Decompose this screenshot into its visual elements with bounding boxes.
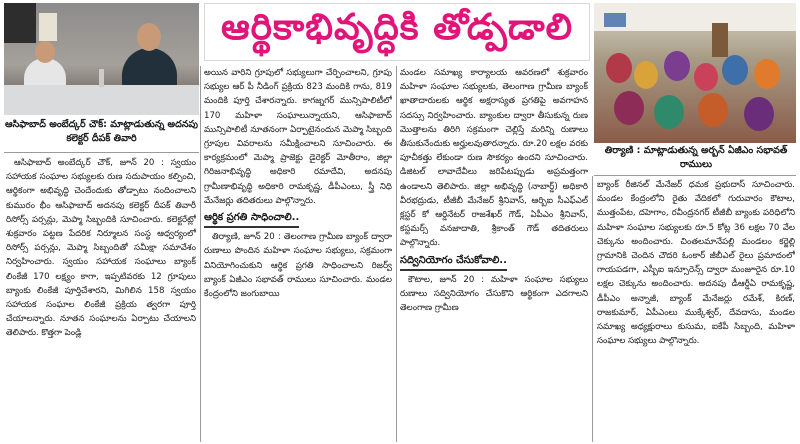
article-column-4 [597, 178, 795, 442]
photo-women-group-meeting [594, 3, 796, 143]
photo-caption-right: తిర్యాణి : మాట్లాడుతున్న అర్బన్ ఏజీఎం సభావత్ రాములు [604, 145, 788, 170]
column-rule [396, 66, 397, 442]
article-paragraph: కౌటాల, జూన్ 20 : మహిళా సంఘాల సభ్యులు రుణాలు సద్వినియోగం చేసుకొని ఆర్థికంగా ఎదగాలని తెలంగాణ గ్రామీణ [400, 274, 588, 314]
article-paragraph: అయిన వారిని గ్రూపులో సభ్యులుగా చేర్పించాలని, గ్రూపు సభ్యుల ఆర్ పీ నీడింగ్ ప్రక్రియ 823 మందికి గాను, 819 మందికి పూర్తి చేశారన్నారు. కాగజ్నగర్ మున్సిపాలిటీలో 170 మహిళా సంఘాలున్నాయని, ఆసిఫాబాద్ మున్సిపాలిటీ నూతనంగా ఏర్పాటైనందున మెప్మా సిబ్బంది గ్రూపుల వివరాలను సమీక్షించాలని సూచించారు. ఈ కార్యక్రమంలో మెప్మా ప్రాజెక్టు డైరెక్టర్ మోతీరాం, జిల్లా గిరిజనాభివృద్ధి అధికారి రమాదేవి, అదనపు గ్రామీణాభివృద్ధి అధికారి రామకృష్ణ, డీపీఎంలు, స్త్రీ నిధి మేనేజర్లు తదితరులు పాల్గొన్నారు. [204, 68, 392, 206]
photo-officials-meeting [4, 3, 199, 115]
article-paragraph: బ్యాంక్ రీజినల్ మేనేజర్ ధమక ప్రభుదాస్ సూచించారు. మండల కేంద్రంలోని రైతు వేదికలో గురువారం కౌటాల, ముత్తంపేట, దహెగాం, రవీంద్రనగర్ టీజీబీ బ్యాంకు పరిధిలోని మహిళా సంఘాల సభ్యులకు రూ.5 కోట్ల 36 లక్షల 70 వేల చెక్కును అందించారు. చింతలమానేపల్లి మండలం కర్జెల్లి గ్రామానికి చెందిన చౌదరి ఓంకార్ జీబీఎల్ రైలు ప్రమాదంలో గాయపడగా, ఎస్బీఐ ఇన్సూరెన్స్ ద్వారా మంజూరైన రూ.10 లక్షల చెక్కును అందించారు. అదనపు డీఆర్డీఏ రామకృష్ణ, డీపీఎం అన్నాజీ, బ్యాంక్ మేనేజర్లు రమేశ్, కిరణ్, రాజకుమార్, ఏపీఎంలు ముక్కేశ్వర్, దేవదాసు, మండల సమాఖ్య అధ్యక్షురాలు కుసుమ, ఐకేపీ సిబ్బంది, మహిళా సంఘాల సభ్యులు పాల్గొన్నారు. [597, 180, 795, 347]
column-rule [592, 176, 593, 442]
section-subhead: సద్వినియోగం చేసుకోవాలి.. [400, 253, 507, 271]
article-paragraph: మండల సమాఖ్య కార్యాలయ ఆవరణలో శుక్రవారం మహిళా సంఘాల సభ్యులకు, తెలంగాణ గ్రామీణ బ్యాంక్ ఖాతాదారులకు ఆర్థిక అక్షరాస్యత ప్రగతిపై అవగాహన సదస్సు నిర్వహించారు. బ్యాంకుల ద్వారా తీసుకున్న రుణ మొత్తాలను తిరిగి సక్రమంగా చెల్లిస్తే మరిన్ని రుణాలు తీసుకునేందుకు అర్హులవుతారన్నారు. రూ.20 లక్షల వరకు పూచీకత్తు లేకుండా రుణ సౌకర్యం ఉందని సూచించారు. డిజిటల్ లావాదేవీలు జరిపేటప్పుడు అప్రమత్తంగా ఉండాలని తెలిపారు. జిల్లా అభివృద్ధి (నాబార్డ్) అధికారి వీరభద్రుడు, టీజీబీ మేనేజర్ శ్రీనివాస్, ఆర్బిఐ సీఎఫ్ఎల్ క్లస్టర్ కో ఆర్డినేటర్ రాజశేఖర్ గౌడ్, ఏపీఎం శ్రీనివాస్, కస్టమర్స్ వనజాదాతి, శ్రీకాంత్ గౌడ్ తదితరులు పాల్గొన్నారు. [400, 68, 588, 249]
article-column-3 [400, 66, 588, 442]
caption-rule [4, 152, 199, 153]
article-column-2 [204, 66, 392, 442]
article-paragraph: ఆసిఫాబాద్ అంబేద్కర్ చౌక్, జూన్ 20 : స్వయం సహాయక సంఘాల సభ్యులకు రుణ సదుపాయం కల్పించి, ఆర్థికంగా అభివృద్ధి చెందేందుకు తోడ్పాటు నందించాలని కుమురం భీం ఆసిఫాబాద్ అదనపు కలెక్టర్ దీపక్ తివారీ రిసోర్స్ పర్సన్లు, మెప్మా సిబ్బందికి సూచించారు. కలెక్టరేట్లో శుక్రవారం పట్టణ పేదరిక నిర్మూలన సంస్థ ఆధ్వర్యంలో రిసోర్స్ పర్సన్లు, మెప్మా సిబ్బందితో సమీక్షా సమావేశం నిర్వహించారు. స్వయం సహాయక సంఘాలు బ్యాంక్ లింకేజీ 170 లక్ష్యం కాగా, ఇప్పటివరకు 12 గ్రూపులు బ్యాంకు లింకేజీ పూర్తిచేశారని, మిగిలిన 158 స్వయం సహాయక సంఘాల లింకేజీ ప్రక్రియ త్వరగా పూర్తి చేయాలన్నారు. నూతన సంఘాలను ఏర్పాటు చేయాలని తెలిపారు. కొత్తగా పెండ్లి [6, 158, 196, 339]
headline-box [204, 3, 590, 61]
caption-rule [594, 175, 796, 176]
article-paragraph: తిర్యాణి, జూన్ 20 : తెలంగాణ గ్రామీణ బ్యాంక్ ద్వారా రుణాలు పొందిన మహిళా సంఘాల సభ్యులు, సక్రమంగా వినియోగించుకుని ఆర్థిక ప్రగతి సాధించాలని రిజర్వ్ బ్యాంక్ ఏజీఎం సభావత్ రాములు సూచించారు. మండల కేంద్రంలోని జంగుబాయి [204, 232, 392, 300]
column-rule [200, 66, 201, 442]
headline: ఆర్థికాభివృద్ధికి తోడ్పడాలి [220, 7, 574, 48]
article-column-1 [6, 156, 196, 442]
section-subhead: ఆర్థిక ప్రగతి సాధించాలి.. [204, 210, 299, 228]
photo-caption-left: ఆసిఫాబాద్ అంబేద్కర్ చౌక్: మాట్లాడుతున్న అదనపు కలెక్టర్ దీపక్ తివారి [4, 119, 199, 144]
